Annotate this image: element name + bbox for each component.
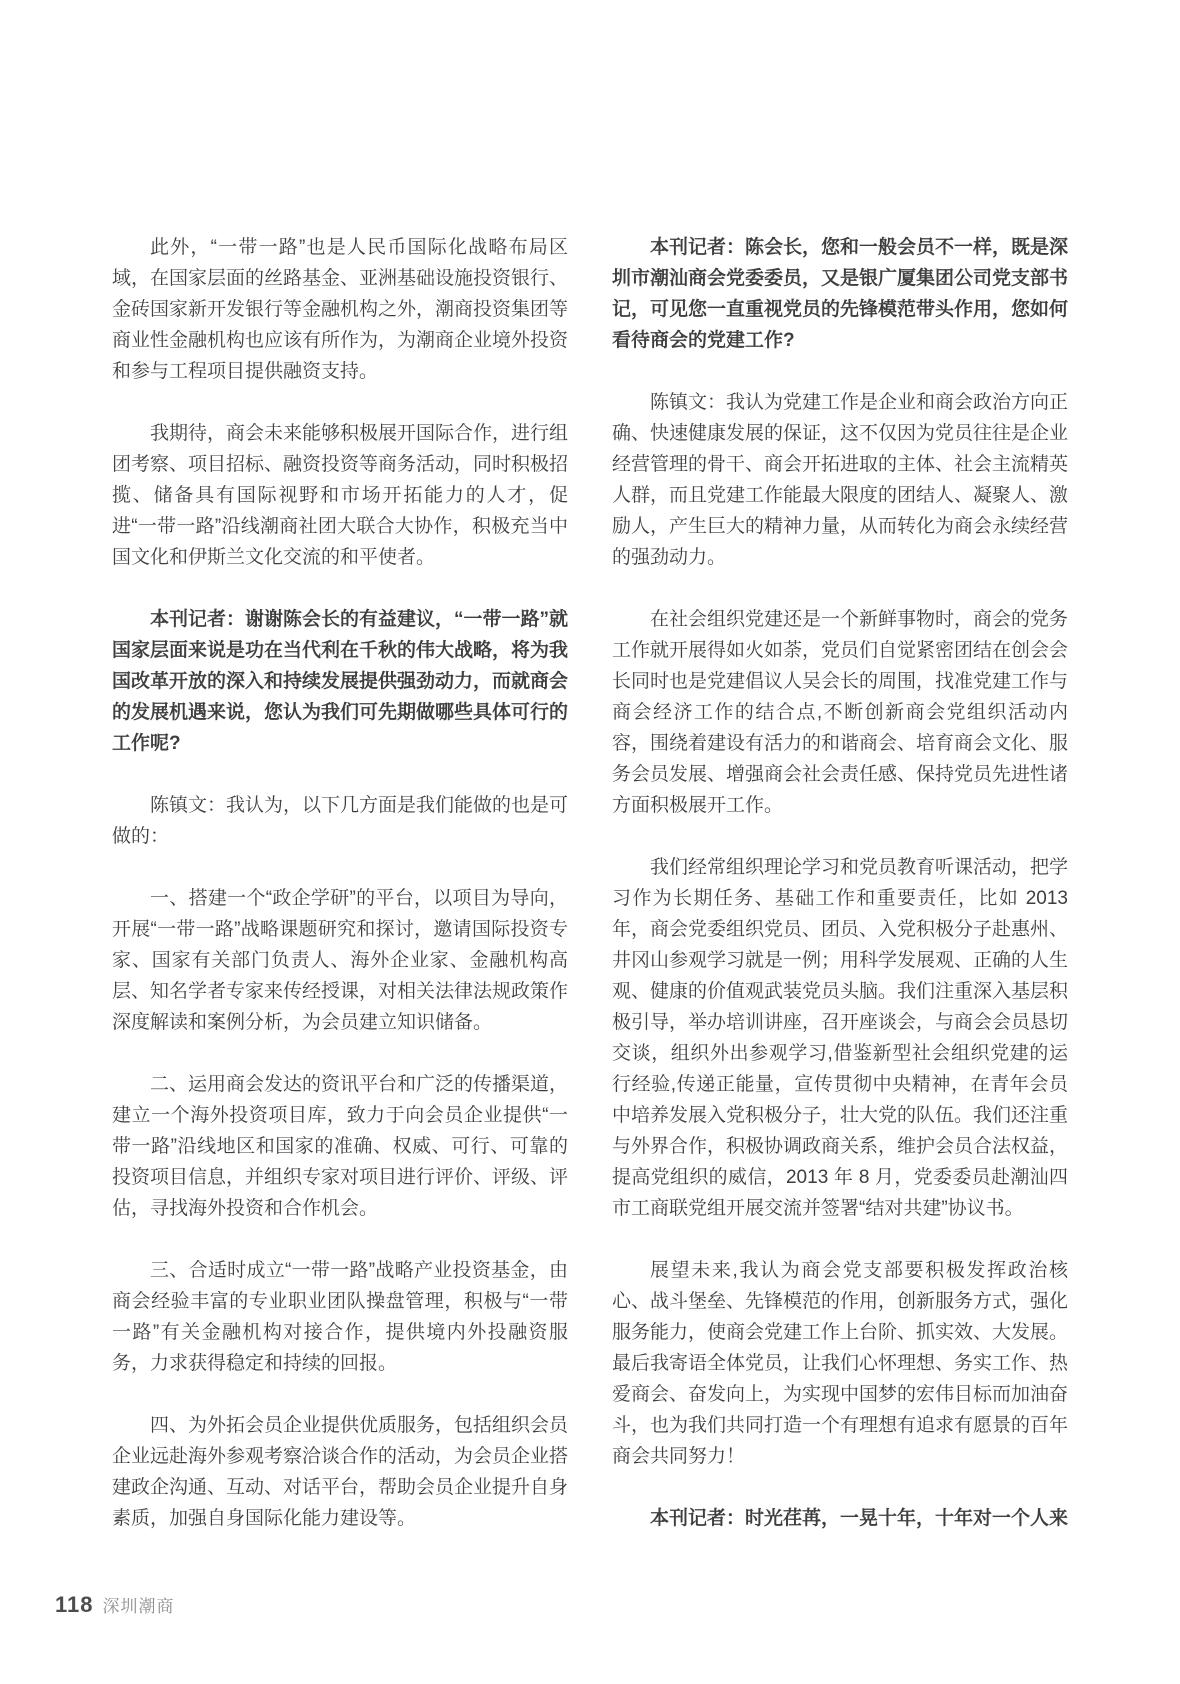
interviewer-question: 本刊记者：陈会长，您和一般会员不一样，既是深圳市潮汕商会党委委员，又是银广厦集团公司党支部书记，可见您一直重视党员的先锋模范带头作用，您如何看待商会的党建工作? — [612, 237, 1069, 351]
page-footer — [55, 1592, 175, 1618]
paragraph: 展望未来,我认为商会党支部要积极发挥政治核心、战斗堡垒、先锋模范的作用，创新服务方式，强化服务能力，使商会党建工作上台阶、抓实效、大发展。最后我寄语全体党员，让我们心怀理想、务实工作、热爱商会、奋发向上，为实现中国梦的宏伟目标而加油奋斗，也为我们共同打造一个有理想有追求有愿景的百年商会共同努力！ — [612, 1260, 1069, 1467]
page-number: 118 — [55, 1592, 94, 1617]
interviewer-question: 本刊记者：谢谢陈会长的有益建议，“一带一路”就国家层面来说是功在当代利在千秋的伟大战略，将为我国改革开放的深入和持续发展提供强劲动力，而就商会的发展机遇来说，您认为我们可先期做哪些具体可行的工作呢? — [112, 609, 569, 754]
paragraph: 二、运用商会发达的资讯平台和广泛的传播渠道，建立一个海外投资项目库，致力于向会员企业提供“一带一路”沿线地区和国家的准确、权威、可行、可靠的投资项目信息，并组织专家对项目进行评价、评级、评估，寻找海外投资和合作机会。 — [112, 1074, 569, 1219]
paragraph: 一、搭建一个“政企学研”的平台，以项目为导向，开展“一带一路”战略课题研究和探讨，邀请国际投资专家、国家有关部门负责人、海外企业家、金融机构高层、知名学者专家来传经授课，对相关法律法规政策作深度解读和案例分析，为会员建立知识储备。 — [112, 888, 569, 1033]
paragraph: 此外，“一带一路”也是人民币国际化战略布局区域，在国家层面的丝路基金、亚洲基础设施投资银行、金砖国家新开发银行等金融机构之外，潮商投资集团等商业性金融机构也应该有所作为，为潮商企业境外投资和参与工程项目提供融资支持。 — [112, 237, 569, 382]
left-column — [112, 232, 568, 1565]
paragraph: 在社会组织党建还是一个新鲜事物时，商会的党务工作就开展得如火如荼，党员们自觉紧密团结在创会会长同时也是党建倡议人吴会长的周围，找准党建工作与商会经济工作的结合点,不断创新商会党组织活动内容，围绕着建设有活力的和谐商会、培育商会文化、服务会员发展、增强商会社会责任感、保持党员先进性诸方面积极展开工作。 — [612, 609, 1069, 816]
magazine-name: 深圳潮商 — [102, 1597, 175, 1616]
paragraph: 我们经常组织理论学习和党员教育听课活动，把学习作为长期任务、基础工作和重要责任，比如 2013 年，商会党委组织党员、团员、入党积极分子赴惠州、井冈山参观学习就是一例；用科学发展观、正确的人生观、健康的价值观武装党员头脑。我们注重深入基层积极引导，举办培训讲座，召开座谈会，与商会会员恳切交谈，组织外出参观学习,借鉴新型社会组织党建的运行经验,传递正能量，宣传贯彻中央精神，在青年会员中培养发展入党积极分子，壮大党的队伍。我们还注重与外界合作，积极协调政商关系，维护会员合法权益，提高党组织的威信，2013 年 8 月，党委委员赴潮汕四市工商联党组开展交流并签署“结对共建”协议书。 — [612, 857, 1069, 1219]
paragraph: 陈镇文：我认为党建工作是企业和商会政治方向正确、快速健康发展的保证，这不仅因为党员往往是企业经营管理的骨干、商会开拓进取的主体、社会主流精英人群，而且党建工作能最大限度的团结人、凝聚人、激励人，产生巨大的精神力量，从而转化为商会永续经营的强劲动力。 — [612, 392, 1069, 568]
paragraph: 四、为外拓会员企业提供优质服务，包括组织会员企业远赴海外参观考察洽谈合作的活动，为会员企业搭建政企沟通、互动、对话平台，帮助会员企业提升自身素质，加强自身国际化能力建设等。 — [112, 1415, 569, 1529]
paragraph: 我期待，商会未来能够积极展开国际合作，进行组团考察、项目招标、融资投资等商务活动，同时积极招揽、储备具有国际视野和市场开拓能力的人才，促进“一带一路”沿线潮商社团大联合大协作，积极充当中国文化和伊斯兰文化交流的和平使者。 — [112, 423, 569, 568]
paragraph: 三、合适时成立“一带一路”战略产业投资基金，由商会经验丰富的专业职业团队操盘管理，积极与“一带一路”有关金融机构对接合作，提供境内外投融资服务，力求获得稳定和持续的回报。 — [112, 1260, 568, 1374]
right-column — [612, 232, 1068, 1565]
paragraph: 陈镇文：我认为，以下几方面是我们能做的也是可做的： — [112, 795, 569, 847]
interviewer-question: 本刊记者：时光荏苒，一晃十年，十年对一个人来 — [650, 1508, 1069, 1529]
